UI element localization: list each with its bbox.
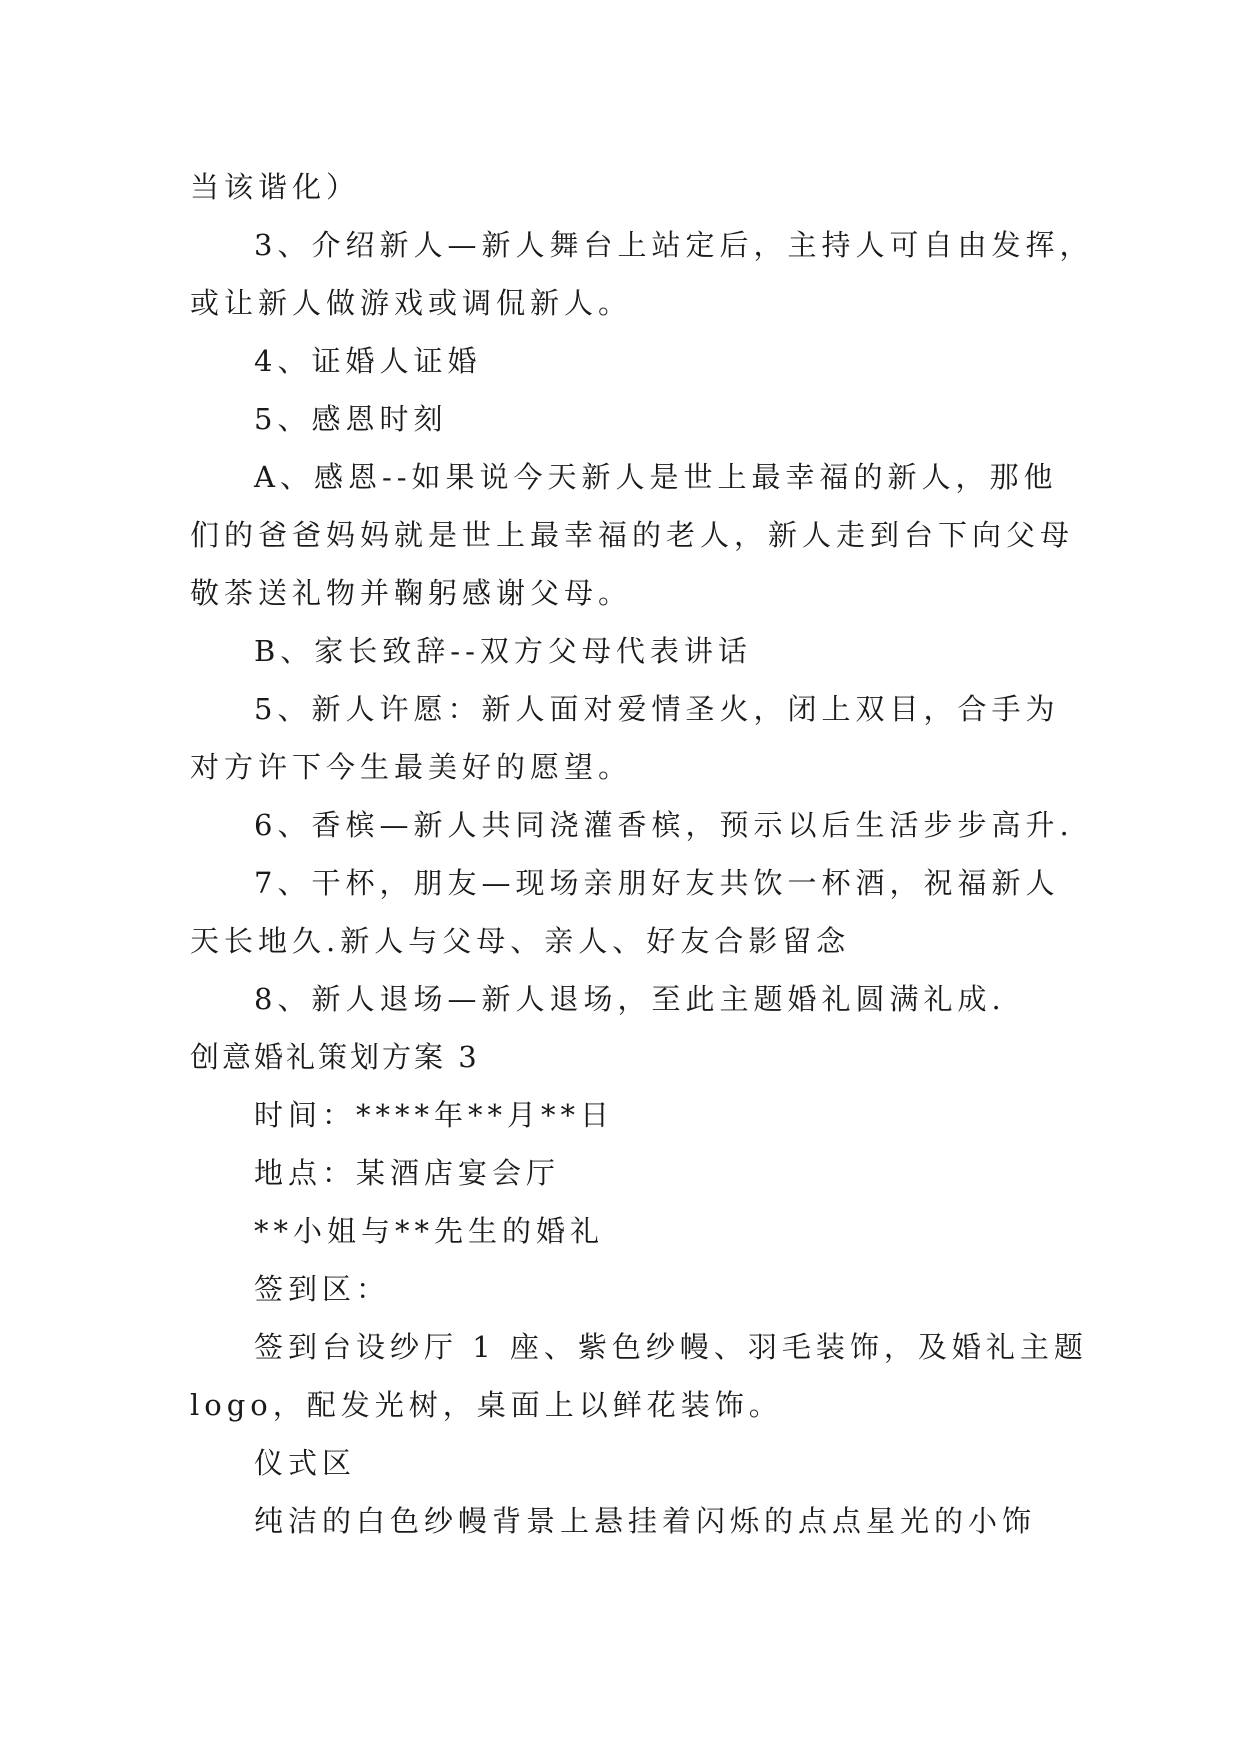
text-line: 地点：某酒店宴会厅 bbox=[254, 1156, 561, 1190]
text-line: 仪式区 bbox=[254, 1446, 357, 1480]
text-line: 或让新人做游戏或调侃新人。 bbox=[190, 286, 633, 320]
text-line: 纯洁的白色纱幔背景上悬挂着闪烁的点点星光的小饰 bbox=[254, 1504, 1037, 1538]
text-line: 对方许下今生最美好的愿望。 bbox=[190, 750, 633, 784]
text-line: 5、感恩时刻 bbox=[254, 402, 448, 436]
text-line: 签到区： bbox=[254, 1272, 391, 1306]
text-line: 8、新人退场—新人退场，至此主题婚礼圆满礼成. bbox=[254, 982, 1006, 1016]
text-line: A、感恩--如果说今天新人是世上最幸福的新人，那他 bbox=[254, 460, 1058, 494]
section-heading: 创意婚礼策划方案 3 bbox=[190, 1040, 480, 1074]
text-line: 签到台设纱厅 1 座、紫色纱幔、羽毛装饰，及婚礼主题 bbox=[254, 1330, 1088, 1364]
text-line: 3、介绍新人—新人舞台上站定后，主持人可自由发挥， bbox=[254, 228, 1094, 262]
text-line: logo，配发光树，桌面上以鲜花装饰。 bbox=[190, 1388, 783, 1422]
text-line: 天长地久.新人与父母、亲人、好友合影留念 bbox=[190, 924, 851, 958]
text-line: 们的爸爸妈妈就是世上最幸福的老人，新人走到台下向父母 bbox=[190, 518, 1075, 552]
document-body bbox=[190, 158, 1094, 1550]
text-line: 敬茶送礼物并鞠躬感谢父母。 bbox=[190, 576, 633, 610]
text-line: 4、证婚人证婚 bbox=[254, 344, 482, 378]
text-line: 5、新人许愿：新人面对爱情圣火，闭上双目，合手为 bbox=[254, 692, 1060, 726]
text-line: 6、香槟—新人共同浇灌香槟，预示以后生活步步高升. bbox=[254, 808, 1074, 842]
text-line: 7、干杯，朋友—现场亲朋好友共饮一杯酒，祝福新人 bbox=[254, 866, 1060, 900]
text-line: **小姐与**先生的婚礼 bbox=[254, 1214, 605, 1248]
text-line: B、家长致辞--双方父母代表讲话 bbox=[254, 634, 752, 668]
text-line: 时间：****年**月**日 bbox=[254, 1098, 615, 1132]
text-line: 当该谐化） bbox=[190, 170, 361, 204]
